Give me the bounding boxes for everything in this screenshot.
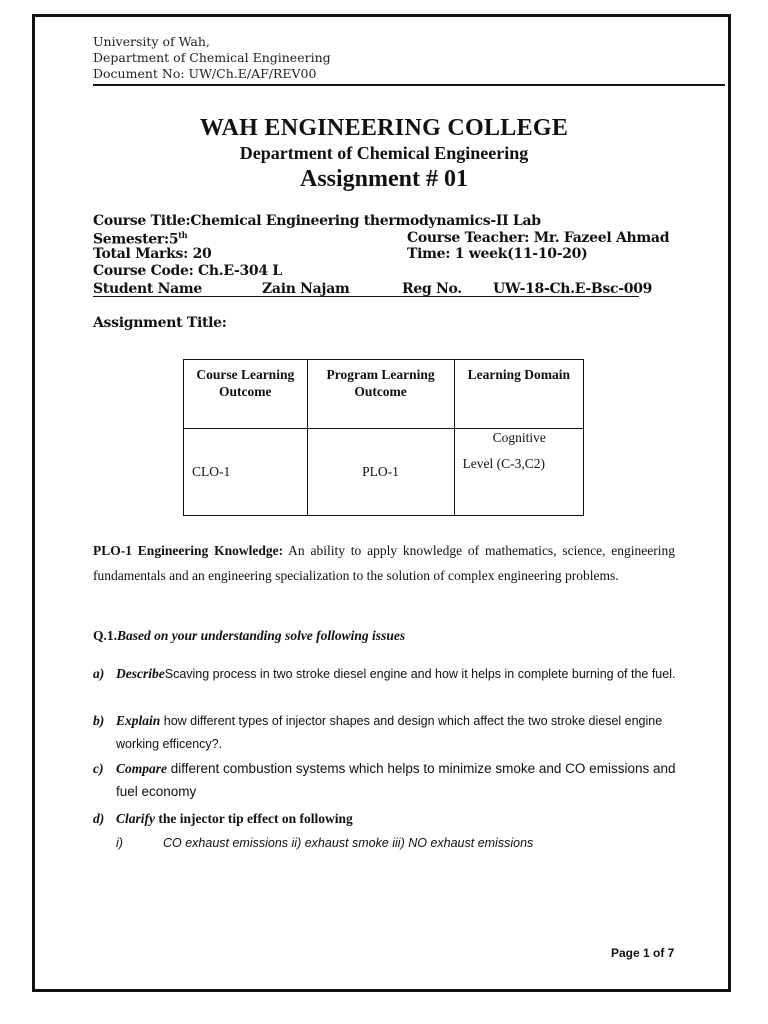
header-clo: Course Learning Outcome <box>184 360 308 429</box>
total-marks-value: 20 <box>192 246 212 262</box>
header-domain: Learning Domain <box>454 360 583 429</box>
cell-domain <box>454 429 583 516</box>
reg-no-value: UW-18-Ch.E-Bsc-009 <box>493 281 653 297</box>
plo-text: An ability to apply knowledge of mathematics, science, engineering fundamentals and an engineering specialization to the solution of complex engineering problems. <box>93 543 675 583</box>
item-text: Scaving process in two stroke diesel engine and how it helps in complete burning of the fuel. <box>164 667 676 681</box>
student-underline <box>93 296 639 297</box>
outcomes-table <box>183 359 584 516</box>
header-university: University of Wah, <box>93 34 210 49</box>
list-item <box>93 807 678 830</box>
semester-row <box>93 230 187 248</box>
list-item <box>93 757 678 803</box>
question-heading <box>93 628 405 644</box>
item-text: different combustion systems which helps to minimize smoke and CO emissions and fuel economy <box>116 761 676 799</box>
time-value: 1 week(11-10-20) <box>454 246 588 262</box>
item-text: the injector tip effect on following <box>155 811 353 826</box>
header-plo: Program Learning Outcome <box>307 360 454 429</box>
sub-item-text: CO exhaust emissions ii) exhaust smoke iii) NO exhaust emissions <box>163 836 534 850</box>
student-name-value: Zain Najam <box>262 281 350 297</box>
student-row <box>93 281 202 297</box>
course-teacher-row <box>407 230 669 246</box>
item-keyword: Clarify <box>116 811 155 826</box>
college-title: WAH ENGINEERING COLLEGE <box>199 115 569 141</box>
domain-cognitive: Cognitive <box>492 430 546 445</box>
header-divider <box>93 84 725 86</box>
course-title-value: Chemical Engineering thermodynamics-II Lab <box>190 213 541 229</box>
table-header-row <box>184 360 584 429</box>
sub-item-label: i) <box>116 836 123 850</box>
course-code-row <box>93 263 282 279</box>
time-row <box>407 246 587 262</box>
domain-level: Level (C-3,C2) <box>462 456 546 471</box>
course-teacher-label: Course Teacher: <box>407 230 530 246</box>
total-marks-row <box>93 246 211 262</box>
assignment-title: Assignment # 01 <box>299 166 468 192</box>
course-teacher-value: Mr. Fazeel Ahmad <box>533 230 670 246</box>
department-title: Department of Chemical Engineering <box>239 143 529 163</box>
question-prompt: Based on your understanding solve following issues <box>117 628 406 643</box>
semester-label: Semester: <box>93 231 169 248</box>
item-keyword: Explain <box>116 713 161 728</box>
item-label: d) <box>93 811 105 826</box>
header-department: Department of Chemical Engineering <box>93 50 331 65</box>
course-title-label: Course Title: <box>93 213 191 229</box>
question-number: Q.1. <box>93 628 118 643</box>
item-keyword: Describe <box>116 666 165 681</box>
header-document-no: Document No: UW/Ch.E/AF/REV00 <box>93 66 317 81</box>
document-header <box>93 34 331 82</box>
list-item <box>93 709 678 756</box>
course-code-value: Ch.E-304 L <box>198 263 282 279</box>
semester-suffix: th <box>178 230 188 240</box>
item-label: c) <box>93 761 104 776</box>
semester-value: 5 <box>168 231 179 248</box>
item-text: how different types of injector shapes and design which affect the two stroke diesel engine working efficency?. <box>116 714 663 751</box>
item-label: b) <box>93 713 105 728</box>
assignment-title-label: Assignment Title: <box>93 315 227 331</box>
cell-plo: PLO-1 <box>307 429 454 516</box>
plo-label: PLO-1 Engineering Knowledge: <box>93 543 284 558</box>
table-row <box>184 429 584 516</box>
item-label: a) <box>93 666 105 681</box>
student-name-label: Student Name <box>93 281 202 297</box>
page-number: Page 1 of 7 <box>611 946 675 960</box>
time-label: Time: <box>407 246 451 262</box>
course-code-label: Course Code: <box>93 263 194 279</box>
list-item <box>93 662 678 686</box>
item-keyword: Compare <box>116 761 168 776</box>
total-marks-label: Total Marks: <box>93 246 188 262</box>
cell-clo: CLO-1 <box>184 429 308 516</box>
plo-paragraph <box>93 538 675 588</box>
reg-no-label: Reg No. <box>402 281 462 297</box>
course-title-row <box>93 213 541 229</box>
